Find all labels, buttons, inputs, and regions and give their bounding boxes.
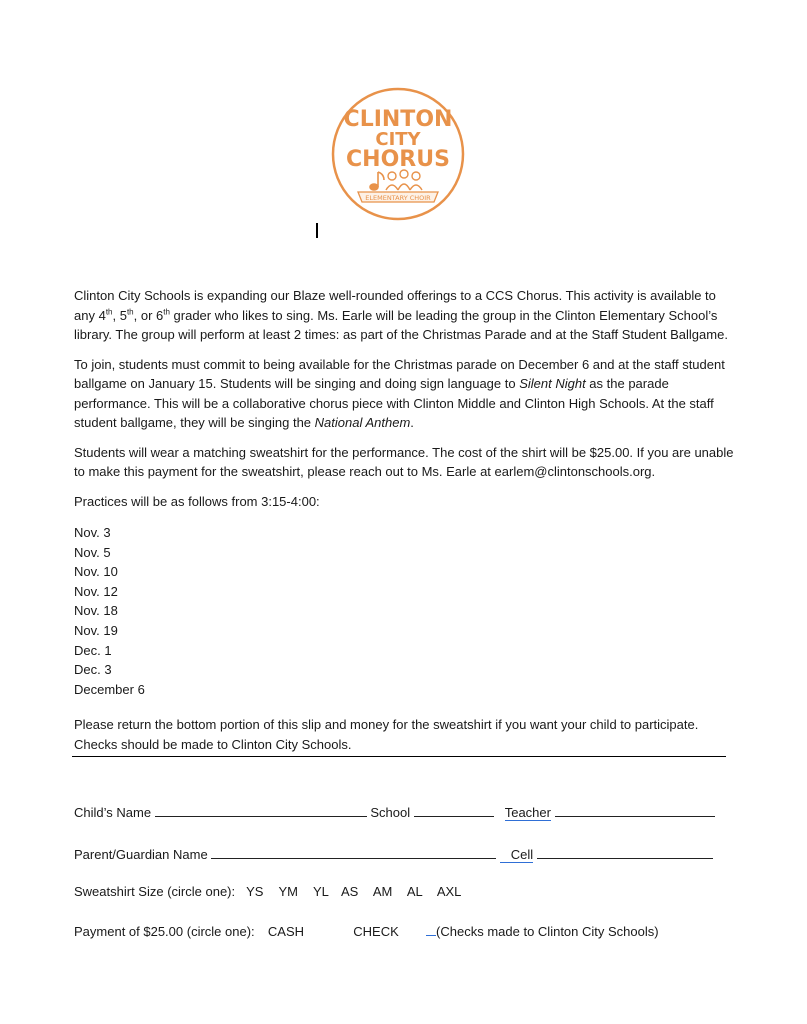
parent-name-label: Parent/Guardian Name bbox=[74, 847, 208, 862]
parent-name-field[interactable] bbox=[211, 846, 496, 859]
size-option[interactable]: AM bbox=[372, 884, 393, 899]
paragraph-intro: Clinton City Schools is expanding our Blaze well-rounded offerings to a CCS Chorus. This activity is available to any 4th, 5th, or 6th grader who likes to sing. Ms. Earle will be leading the group in the Clinton Elementary School’s library. The group will perform at least 2 times: as part of the Christmas Parade and at the Staff Student Ballgame. bbox=[74, 288, 728, 342]
size-row bbox=[74, 884, 461, 899]
practice-date: Dec. 1 bbox=[74, 642, 112, 658]
practice-date: Nov. 12 bbox=[74, 583, 118, 599]
child-name-label: Child’s Name bbox=[74, 805, 152, 820]
practice-date: Nov. 19 bbox=[74, 622, 118, 638]
cell-label: Cell bbox=[500, 847, 533, 863]
paragraph-commitment: To join, students must commit to being available for the Christmas parade on December 6 and at the staff student ballgame on January 15. Students will be singing and doing sign language to Silent Night as the parade performance. This will be a collaborative chorus piece with Clinton Middle and Clinton High Schools. At the staff student ballgame, they will be singing the National Anthem. bbox=[74, 356, 725, 430]
child-name-field[interactable] bbox=[155, 804, 367, 817]
check-note: (Checks made to Clinton City Schools) bbox=[436, 924, 659, 939]
parent-row bbox=[74, 846, 713, 862]
logo-line-3: CHORUS bbox=[346, 147, 450, 172]
logo-ribbon-text: ELEMENTARY CHOIR bbox=[365, 194, 431, 202]
practice-dates-list bbox=[74, 523, 734, 699]
school-label: School bbox=[370, 805, 411, 820]
size-label: Sweatshirt Size (circle one): bbox=[74, 884, 236, 899]
check-underline-mark bbox=[426, 935, 436, 936]
logo-line-2: CITY bbox=[375, 129, 421, 150]
practice-date: Nov. 10 bbox=[74, 564, 118, 580]
payment-label: Payment of $25.00 (circle one): bbox=[74, 924, 255, 939]
payment-option-check[interactable]: CHECK bbox=[353, 924, 399, 939]
payment-row bbox=[74, 924, 659, 939]
letter-body bbox=[74, 286, 734, 757]
logo-line-1: CLINTON bbox=[343, 107, 453, 132]
teacher-field[interactable] bbox=[555, 804, 715, 817]
size-option[interactable]: AL bbox=[406, 884, 423, 899]
teacher-label: Teacher bbox=[504, 805, 551, 820]
size-option[interactable]: YL bbox=[313, 884, 329, 899]
children-singing-icon bbox=[386, 170, 422, 190]
school-field[interactable] bbox=[414, 804, 494, 817]
clinton-city-chorus-logo bbox=[330, 86, 466, 222]
paragraph-sweatshirt: Students will wear a matching sweatshirt for the performance. The cost of the shirt will be $25.00. If you are unable to make this payment for the sweatshirt, please reach out to Ms. Earle at earlem@clintonschools.org. bbox=[74, 444, 734, 479]
practice-date: Dec. 3 bbox=[74, 662, 112, 678]
cell-field[interactable] bbox=[537, 846, 713, 859]
size-option[interactable]: YS bbox=[246, 884, 264, 899]
size-option[interactable]: YM bbox=[278, 884, 298, 899]
music-note-icon bbox=[370, 172, 384, 190]
practice-date: Nov. 3 bbox=[74, 525, 111, 540]
child-row bbox=[74, 804, 715, 820]
practice-date: December 6 bbox=[74, 681, 145, 697]
payment-option-cash[interactable]: CASH bbox=[267, 924, 305, 939]
paragraph-practices: Practices will be as follows from 3:15-4:00: bbox=[74, 493, 320, 509]
cut-line-divider bbox=[72, 756, 726, 757]
size-option[interactable]: AS bbox=[340, 884, 359, 899]
paragraph-return-slip: Please return the bottom portion of this slip and money for the sweatshirt if you want your child to participate. Checks should be made to Clinton City Schools. bbox=[74, 717, 699, 752]
size-option[interactable]: AXL bbox=[436, 884, 462, 899]
practice-date: Nov. 5 bbox=[74, 544, 111, 560]
text-cursor bbox=[316, 223, 318, 238]
practice-date: Nov. 18 bbox=[74, 603, 118, 619]
